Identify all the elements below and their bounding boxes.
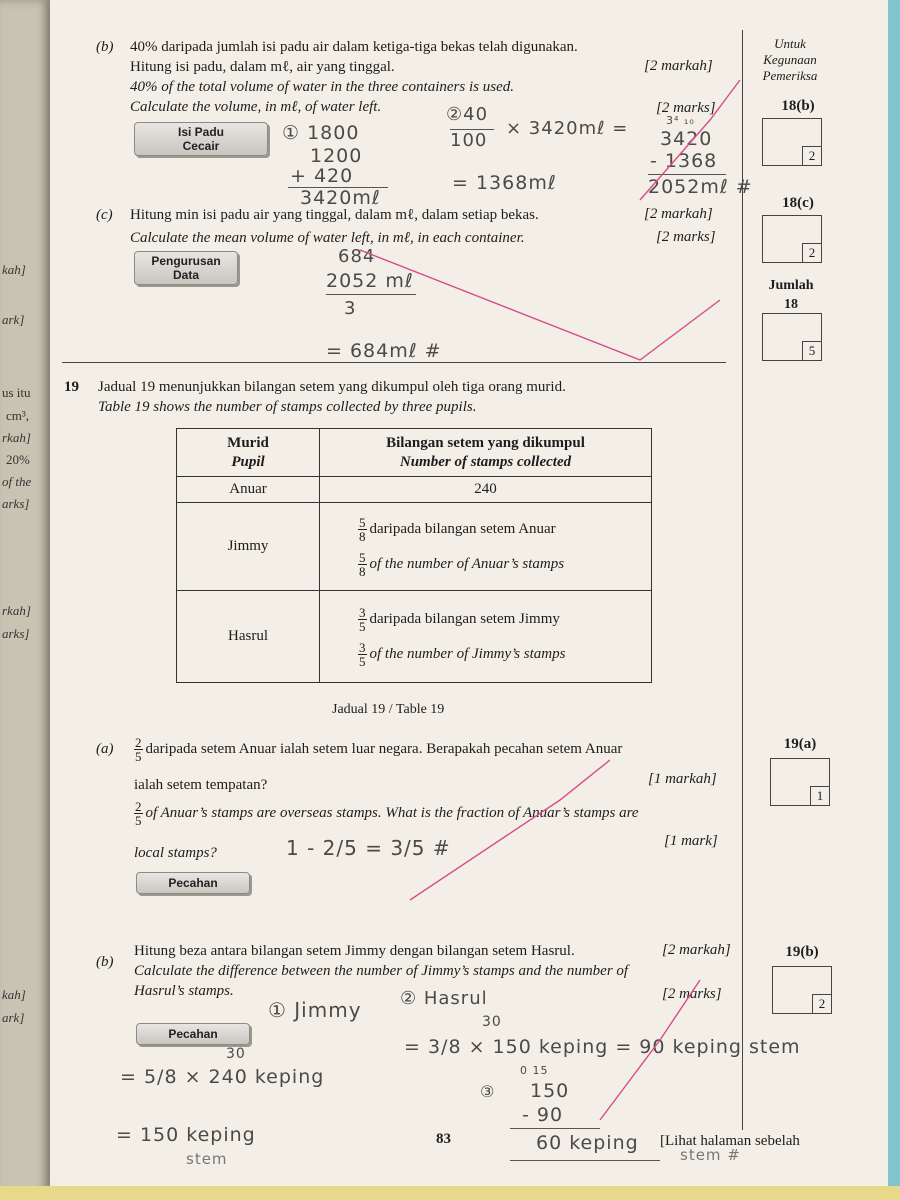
hw-hundred: 100 <box>450 130 488 151</box>
hw-mean-answer: = 684mℓ # <box>326 340 442 362</box>
score-label-19b: 19(b) <box>785 944 819 960</box>
question-19-intro-ms: Jadual 19 menunjukkan bilangan setem yang dikumpul oleh tiga orang murid. <box>98 379 566 395</box>
table-cell-hasrul: Hasrul <box>177 591 320 683</box>
hw-sum-2: 1200 <box>310 145 363 167</box>
hw-jimmy-stem: stem <box>186 1150 228 1168</box>
hw-sub-result: 2052mℓ # <box>648 176 753 198</box>
left-page-fragment: arks] <box>2 626 30 641</box>
next-page-note: [Lihat halaman sebelah <box>660 1133 800 1149</box>
table-header-stamps: Bilangan setem yang dikumpul Number of stamps collected <box>320 429 652 477</box>
hw-mean-numerator: 2052 mℓ <box>326 270 414 292</box>
topic-tag-isi-padu: Isi Padu Cecair <box>134 122 268 156</box>
left-page-fragment: us itu <box>2 385 31 400</box>
score-label-18c: 18(c) <box>782 195 814 211</box>
hw-diff-1: 150 <box>530 1080 570 1102</box>
examiner-header: Untuk Kegunaan Pemeriksa <box>762 36 818 83</box>
left-page-fragment: kah] <box>2 987 26 1002</box>
hw-product: = 1368mℓ <box>452 172 557 194</box>
pink-tick-18b <box>640 80 740 200</box>
page-number: 83 <box>436 1131 451 1147</box>
left-page-fragment: of the <box>2 474 32 489</box>
total-label: Jumlah 18 <box>768 278 814 312</box>
left-page-fragment: cm³, <box>6 408 30 423</box>
hw-sub-2: - 1368 <box>650 150 718 172</box>
hw-step-3: ③ <box>480 1082 496 1101</box>
hw-mean-denominator: 3 <box>344 298 357 319</box>
question-18c-label: (c) <box>96 207 113 223</box>
question-18b-text-ms-2: Hitung isi padu, dalam mℓ, air yang tinggal. <box>130 59 395 75</box>
left-page-fragment: ark] <box>2 312 25 327</box>
table-cell-anuar: Anuar <box>177 477 320 503</box>
question-19a-text-en-1: $\frac{2}{5}$ of Anuar’s stamps are overseas stamps. What is the fraction of Anuar’s stamps are <box>135 799 639 828</box>
total-max: 5 <box>802 341 822 361</box>
hw-percent: ②40 <box>446 104 489 125</box>
hw-carry-30: 30 <box>482 1014 502 1030</box>
left-page-fragment: rkah] <box>2 603 31 618</box>
hw-fraction-answer: 1 - 2/5 = 3/5 # <box>286 836 451 860</box>
table-cell-hasrul-value: $\frac{3}{5}$ daripada bilangan setem Jimmy $\frac{3}{5}$ of the number of Jimmy’s stamps <box>320 591 652 683</box>
question-19a-label: (a) <box>96 741 114 757</box>
question-19-number: 19 <box>64 379 79 395</box>
question-19a-text-en-2: local stamps? <box>134 845 217 861</box>
hw-sum-3: + 420 <box>290 165 354 187</box>
question-19a-text-ms-2: ialah setem tempatan? <box>134 777 268 793</box>
question-18c-text-en: Calculate the mean volume of water left, in mℓ, in each container. <box>130 230 525 246</box>
left-page-fragment: kah] <box>2 262 26 277</box>
score-max-18b: 2 <box>802 146 822 166</box>
hw-sub-1: 3420 <box>660 128 713 150</box>
table-header-pupil: Murid Pupil <box>177 429 320 477</box>
score-max-18c: 2 <box>802 243 822 263</box>
hw-carry-015: 0 15 <box>520 1064 549 1077</box>
question-19b-text-en-1: Calculate the difference between the number of Jimmy’s stamps and the number of <box>134 963 629 979</box>
score-max-19a: 1 <box>810 786 830 806</box>
pink-tick-19b <box>600 980 700 1120</box>
question-18b-label: (b) <box>96 39 114 55</box>
marks-18c-ms: [2 markah] <box>644 206 713 222</box>
pink-tick-19a <box>410 760 610 900</box>
left-page-fragment: 20% <box>6 452 30 467</box>
question-18b-text-ms-1: 40% daripada jumlah isi padu air dalam ketiga-tiga bekas telah digunakan. <box>130 39 578 55</box>
table-cell-jimmy-value: $\frac{5}{8}$ daripada bilangan setem Anuar $\frac{5}{8}$ of the number of Anuar’s stamps <box>320 503 652 591</box>
hw-multiply: × 3420mℓ = <box>506 118 629 139</box>
hw-jimmy-heading: ① Jimmy <box>268 998 362 1022</box>
pink-tick-18c <box>360 250 720 360</box>
hw-hasrul-heading: ② Hasrul <box>400 988 488 1009</box>
hw-jimmy-working: = 5/8 × 240 keping <box>120 1066 325 1088</box>
question-19-intro-en: Table 19 shows the number of stamps collected by three pupils. <box>98 399 477 415</box>
hw-diff-result: 60 keping <box>536 1132 639 1154</box>
left-page-fragment: rkah] <box>2 430 31 445</box>
score-label-18b: 18(b) <box>781 98 815 114</box>
topic-tag-pecahan-a: Pecahan <box>136 872 250 894</box>
question-19b-label: (b) <box>96 954 114 970</box>
hw-carry: 3⁴ ₁₀ <box>666 114 695 127</box>
question-19b-text-en-2: Hasrul’s stamps. <box>134 983 234 999</box>
question-19b-text-ms: Hitung beza antara bilangan setem Jimmy dengan bilangan setem Hasrul. <box>134 943 575 959</box>
marks-19a-en: [1 mark] <box>664 833 718 849</box>
marks-19a-ms: [1 markah] <box>648 771 717 787</box>
question-19a-text-ms-1: $\frac{2}{5}$ daripada setem Anuar ialah setem luar negara. Berapakah pecahan setem Anuar <box>135 735 623 764</box>
table-caption: Jadual 19 / Table 19 <box>332 702 445 717</box>
left-page-fragment: arks] <box>2 496 30 511</box>
topic-tag-pengurusan-data: Pengurusan Data <box>134 251 238 285</box>
score-max-19b: 2 <box>812 994 832 1014</box>
hw-carry-30: 30 <box>226 1046 246 1062</box>
marks-19b-en: [2 marks] <box>662 986 722 1002</box>
hw-mean-carry: 684 <box>338 246 376 267</box>
question-18b-text-en-2: Calculate the volume, in mℓ, of water left. <box>130 99 382 115</box>
left-page-fragment: ark] <box>2 1010 25 1025</box>
hw-diff-2: - 90 <box>522 1104 564 1126</box>
marks-18b-en: [2 marks] <box>656 100 716 116</box>
table-cell-jimmy: Jimmy <box>177 503 320 591</box>
marks-19b-ms: [2 markah] <box>662 942 731 958</box>
topic-tag-pecahan-b: Pecahan <box>136 1023 250 1045</box>
hw-sum-1: ① 1800 <box>282 122 360 144</box>
question-18b-text-en-1: 40% of the total volume of water in the three containers is used. <box>130 79 514 95</box>
table-cell-anuar-value: 240 <box>320 477 652 503</box>
question-18c-text-ms: Hitung min isi padu air yang tinggal, dalam mℓ, dalam setiap bekas. <box>130 207 539 223</box>
hw-hasrul-working: = 3/8 × 150 keping = 90 keping stem <box>404 1036 801 1058</box>
marks-18b-ms: [2 markah] <box>644 58 713 74</box>
hw-stem-answer: stem # <box>680 1146 741 1164</box>
hw-sum-total: 3420mℓ <box>300 187 381 209</box>
hw-jimmy-result: = 150 keping <box>116 1124 256 1146</box>
marks-18c-en: [2 marks] <box>656 229 716 245</box>
score-label-19a: 19(a) <box>783 736 817 752</box>
